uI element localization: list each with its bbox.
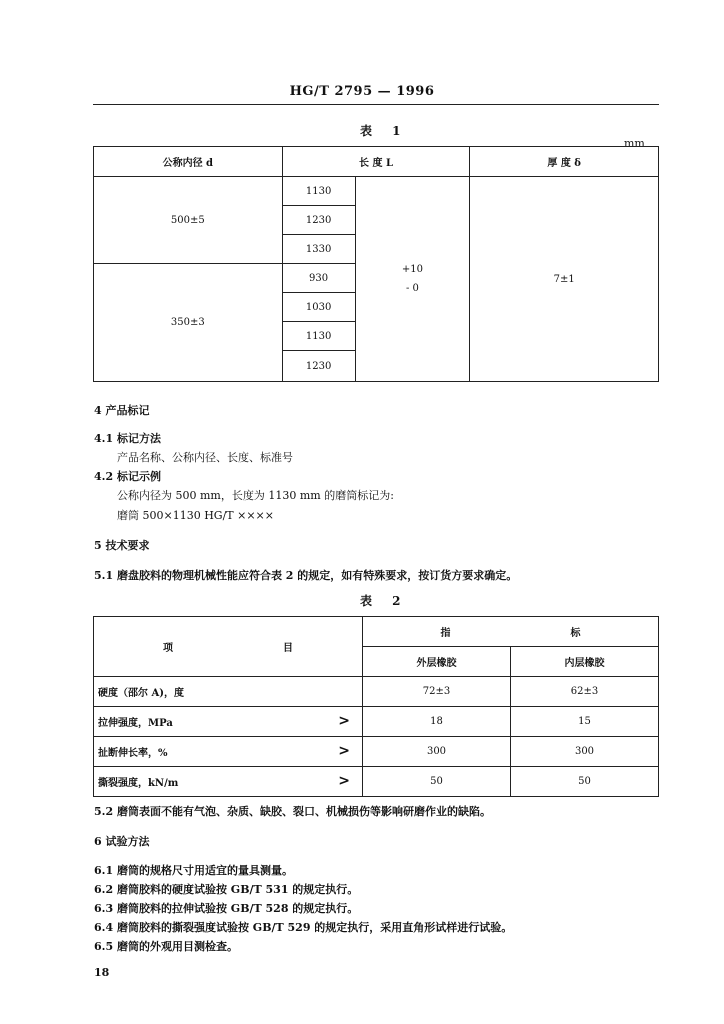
- page-header: HG/T 2795 — 1996: [289, 84, 435, 99]
- table1-length-cell: 1230: [282, 206, 355, 235]
- table2-row-inner: 62±3: [511, 677, 659, 707]
- table2-row-outer: 50: [363, 767, 511, 797]
- table2-row-name-cell: [94, 707, 363, 737]
- table1-length-cell: 930: [282, 264, 355, 293]
- table2-col-outer: 外层橡胶: [363, 647, 511, 677]
- table1-diameter-500: 500±5: [94, 177, 283, 264]
- table2-index-header: [363, 617, 659, 647]
- section-4-1-body: 产品名称、公称内径、长度、标准号: [117, 451, 293, 464]
- section-6-heading: 6 试验方法: [94, 835, 150, 848]
- section-6-2-text: 6.2 磨筒胶料的硬度试验按 GB/T 531 的规定执行。: [94, 883, 359, 896]
- section-5-2-text: 5.2 磨筒表面不能有气泡、杂质、缺胶、裂口、机械损伤等影响研磨作业的缺陷。: [94, 805, 491, 818]
- table1: [93, 146, 659, 382]
- section-6-4-text: 6.4 磨筒胶料的撕裂强度试验按 GB/T 529 的规定执行，采用直角形试样进行试验。: [94, 921, 513, 934]
- table2-col-inner: 内层橡胶: [511, 647, 659, 677]
- section-4-heading: 4 产品标记: [94, 404, 150, 417]
- table2-index-header-1: 指: [440, 628, 451, 639]
- table1-length-cell: 1130: [282, 322, 355, 351]
- table1-length-cell: 1130: [282, 177, 355, 206]
- section-4-2-body-1: 公称内径为 500 mm，长度为 1130 mm 的磨筒标记为:: [117, 489, 394, 502]
- table2-row-outer: 300: [363, 737, 511, 767]
- table2-row-outer: 18: [363, 707, 511, 737]
- table2-row-name: 硬度（邵尔 A)，度: [94, 677, 363, 707]
- section-6-1-text: 6.1 磨筒的规格尺寸用适宜的量具测量。: [94, 864, 293, 877]
- table1-header-thickness: 厚 度 δ: [470, 147, 659, 177]
- table1-header-diameter: 公称内径 d: [94, 147, 283, 177]
- table2-row-inner: 300: [511, 737, 659, 767]
- greater-than-sign: >: [338, 773, 350, 789]
- section-5-heading: 5 技术要求: [94, 539, 150, 552]
- table1-unit: mm: [624, 137, 645, 150]
- table2-item-header-1: 项: [163, 643, 173, 654]
- table1-length-cell: 1330: [282, 235, 355, 264]
- table1-tolerance: [355, 177, 470, 382]
- table2-row-outer: 72±3: [363, 677, 511, 707]
- table1-length-cell: 1030: [282, 293, 355, 322]
- table2-caption: 表 2: [360, 594, 409, 608]
- table2-row-inner: 50: [511, 767, 659, 797]
- table1-header-length: 长 度 L: [282, 147, 470, 177]
- section-5-1-text: 5.1 磨盘胶料的物理机械性能应符合表 2 的规定，如有特殊要求，按订货方要求确定。: [94, 569, 518, 582]
- table2-row-name: 拉伸强度，MPa: [98, 718, 173, 729]
- header-rule: [93, 104, 659, 105]
- section-4-1-heading: 4.1 标记方法: [94, 432, 161, 445]
- section-6-5-text: 6.5 磨筒的外观用目测检查。: [94, 940, 238, 953]
- table2-item-header: [94, 617, 363, 677]
- section-4-2-body-2: 磨筒 500×1130 HG/T ××××: [117, 509, 274, 522]
- table2-row-name: 扯断伸长率，%: [98, 748, 168, 759]
- table2-row-name-cell: [94, 767, 363, 797]
- section-4-2-heading: 4.2 标记示例: [94, 470, 161, 483]
- table2-row-name: 撕裂强度，kN/m: [98, 778, 179, 789]
- table2-index-header-2: 标: [570, 628, 581, 639]
- table2-item-header-2: 目: [283, 643, 293, 654]
- table1-tol-plus: +10: [401, 264, 423, 275]
- table2-row-name-cell: [94, 737, 363, 767]
- table2-row-inner: 15: [511, 707, 659, 737]
- section-6-3-text: 6.3 磨筒胶料的拉伸试验按 GB/T 528 的规定执行。: [94, 902, 359, 915]
- greater-than-sign: >: [338, 743, 350, 759]
- table1-diameter-350: 350±3: [94, 264, 283, 382]
- table1-thickness-value: 7±1: [470, 177, 659, 382]
- greater-than-sign: >: [338, 713, 350, 729]
- table1-tol-minus: - 0: [405, 283, 419, 294]
- table1-caption: 表 1: [360, 124, 409, 138]
- table2: [93, 616, 659, 797]
- page-number: 18: [94, 966, 110, 979]
- table1-length-cell: 1230: [282, 351, 355, 382]
